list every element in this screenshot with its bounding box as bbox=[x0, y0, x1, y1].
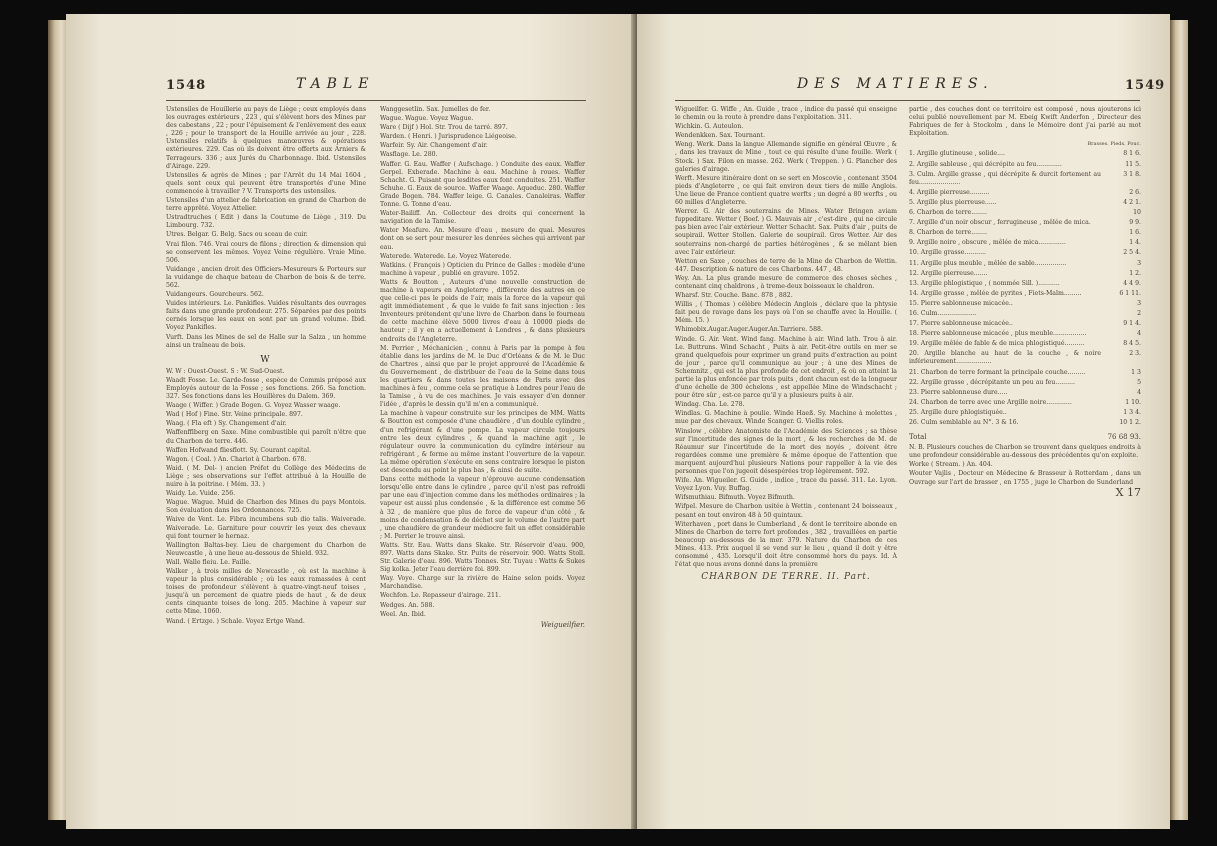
total-value: 76 68 93. bbox=[1107, 433, 1141, 442]
strata-values: 11 5. bbox=[1125, 160, 1141, 168]
strata-name: 15. Pierre sablonneuse micacée.. bbox=[909, 299, 1013, 307]
strata-name: 3. Culm. Argille grasse , qui décrépite & durcit fortement au feu..................... bbox=[909, 170, 1101, 186]
right-page bbox=[637, 14, 1170, 829]
strata-row bbox=[909, 270, 1141, 278]
strata-row bbox=[909, 340, 1141, 348]
index-entry: Walker , à trois milles de Newcastle , où est la machine à vapeur la plus considérable ; où les eaux ramassées à cent toises de profondeur s'élèvent à quatre-vingt-neuf toises , jusqu'à un percement de quatre pieds de haut , & de deux cents cinquante toises de long. 205. Machine à vapeur sur cette Mine. 1060. bbox=[166, 567, 366, 616]
strata-name: 26. Culm semblable au N°. 3 & 16. bbox=[909, 419, 1019, 426]
index-entry: Wasflage. Le. 280. bbox=[380, 151, 438, 159]
strata-total bbox=[909, 433, 1141, 441]
strata-name: 16. Culm.................... bbox=[909, 309, 977, 317]
index-entry: Vrai filon. 746. Vrai cours de filons ; direction & dimension qui se conservent les mêmes. Voyez Veine régulière. Vraie Mine. 506. bbox=[166, 240, 366, 264]
strata-name: 9. Argille noire , obscure , mêlée de mica.............. bbox=[909, 239, 1066, 247]
strata-values: 1 4. bbox=[1129, 239, 1141, 247]
right-column-2 bbox=[909, 106, 1141, 497]
strata-row bbox=[909, 379, 1141, 387]
index-entry: N. B. Plusieurs couches de Charbon se trouvent dans quelques endroits à une profondeur considérable au-dessous des précédentes qu'on exploite. bbox=[909, 444, 1141, 460]
strata-values: 3 1 8. bbox=[1123, 170, 1141, 178]
index-entry: Wendenkken. Sax. Tournant. bbox=[675, 132, 765, 140]
strata-values: 1 6. bbox=[1129, 229, 1141, 237]
index-entry: Wichkin. G. Auteulon. bbox=[675, 123, 744, 131]
strata-row bbox=[909, 369, 1141, 377]
strata-values: 9 1 4. bbox=[1123, 320, 1141, 328]
right-column-1 bbox=[675, 106, 897, 581]
index-entry: Wallington Baltas-bey. Lieu de chargement du Charbon de Neuwcastle , à une lieue au-dessous de Shield. 932. bbox=[166, 541, 366, 557]
index-entry: Wharsf. Str. Couche. Banc. 878 , 882. bbox=[675, 292, 793, 300]
index-entry: Wifsmuthiau. Bifmuth. Voyez Bifmuth. bbox=[675, 494, 795, 502]
index-entry: Wouter Vajlis , Docteur en Médecine & Brasseur à Rotterdam , dans un Ouvrage sur l'art de brasser , en 1755 , juge le Charbon de Sunderland bbox=[909, 470, 1141, 486]
strata-row bbox=[909, 171, 1141, 187]
index-entry: La machine à vapeur construite sur les principes de MM. Watts & Boutton est composée d'une chaudière , d'un double cylindre , d'un refrigérant & d'une pompe. La vapeur circule toujours entre les deux cylindres , & quand la machine agit , le régulateur ouvre la communication du cylindre intérieur au refrigérant , & ferme au même instant l'ouverture de la vapeur. La même opération s'exécute en sens contraire lorsque le piston est descendu au point le plus bas , & ainsi de suite. bbox=[380, 410, 585, 475]
strata-name: 20. Argille blanche au haut de la couche , & noire inférieurement.................. bbox=[909, 350, 1101, 366]
index-entry: Watts & Boutton , Auteurs d'une nouvelle construction de machine à vapeurs en Angleterre , différente des autres en ce que celle-ci pas le poids de l'air, mais la force de la vapeur qui agit immédiatement , & que le vuide fe fait sans injection : les Inventeurs prétendent qu'une livre de Charbon dans le fourneau de cette machine élève 5000 livres d'eau à 10000 pieds de hauteur ; il y en a actuellement à Londres , & dans plusieurs endroits de l'Angleterre. bbox=[380, 278, 585, 343]
index-entry: Waage ( Wiffer. ) Grade Bogen. G. Voyez Wasser waage. bbox=[166, 402, 341, 410]
strata-row bbox=[909, 229, 1141, 237]
index-entry: Wifpel. Mesure de Charbon usitée à Wettin , contenant 24 boisseaux , pesant en tout environ 48 à 50 quintaux. bbox=[675, 503, 897, 519]
strata-values: 3 bbox=[1137, 259, 1141, 267]
strata-values: 1 2. bbox=[1129, 269, 1141, 277]
index-entry: Warfeir. Sy. Air. Changement d'air. bbox=[380, 142, 488, 150]
letter-heading: W bbox=[260, 354, 272, 365]
index-entry: Windlas. G. Machine à poulie. Winde Haeß. Sy. Machine à molettes , mue par des chevaux. Winde Scanger. G. Viellis roles. bbox=[675, 410, 897, 426]
strata-values: 1 10. bbox=[1125, 398, 1141, 406]
index-entry: Wand. ( Ertzge. ) Schale. Voyez Ertge Wand. bbox=[166, 617, 305, 625]
index-entry: W. W : Ouest-Ouest. S : W. Sud-Ouest. bbox=[166, 367, 285, 375]
strata-table-header: Brasses. Pieds. Pouc. bbox=[1087, 141, 1141, 148]
index-entry: Waag. ( Fla eft ) Sy. Changement d'air. bbox=[166, 420, 287, 428]
index-entry: Waadt Fosse. Le. Garde-fosse , espèce de Commis préposé aux Employés autour de la Fosse ; ses fonctions. 266. Sa fonction. 327. Ses fonctions dans les Houillères du Dalem. 369. bbox=[166, 376, 366, 401]
index-entry: Wagon. ( Coal. ) An. Chariot à Charbon. 678. bbox=[166, 455, 307, 463]
page-number-left: 1548 bbox=[166, 78, 207, 93]
index-entry: Water-Bailiff. An. Collecteur des droits qui concernent la navigation de la Tamise. bbox=[380, 210, 585, 226]
catchword-left: Weigueilfier. bbox=[540, 620, 585, 629]
strata-values: 2 5 4. bbox=[1123, 249, 1141, 257]
index-entry: Waffenfflberg en Saxe. Mine combustible qui paroît n'être que du Charbon de terre. 446. bbox=[166, 429, 366, 445]
index-entry: Waid. ( M. Del- ) ancien Préfet du Collège des Médecins de Liège ; ses observations sur l'effet attribué à la Houille de nuire à la poitrine. ( Mém. 33. ) bbox=[166, 464, 366, 489]
index-entry: Ustensiles d'un attelier de fabrication en grand de Charbon de terre apprêté. Voyez Attelier. bbox=[166, 197, 366, 213]
strata-row bbox=[909, 320, 1141, 328]
strata-row bbox=[909, 219, 1141, 227]
header-rule-right bbox=[675, 100, 1140, 101]
strata-row bbox=[909, 310, 1141, 318]
index-entry: Ware ( Dijf ) Hol. Str. Trou de tarré. 897. bbox=[380, 124, 508, 132]
index-entry: Witerhaven , port dans le Cumberland , & dont le territoire abonde en Mines de Charbon de terre fort profondes , 382 , travaillées en partie beaucoup au-dessous de la mer. 379. Nature du Charbon de ces Mines. 413. Prix auquel il se vend sur le lieu , quand il doit y être consommé , 435. Lorsqu'il doit être consommé hors du pays. Id. À l'état que nous avons donné dans la première bbox=[675, 520, 897, 569]
index-entry: M. Perrier , Méchanicien , connu à Paris par la pompe à feu établie dans les jardins de M. le Duc d'Orléans & de M. le Duc de Chartres , ainsi que par le projet approuvé de l'Académie & du Gouvernement , de distribuer de l'eau de la Seine dans tous les quartiers & dans toutes les maisons de Paris avec des machines à feu , comme cela se pratique à Londres pour l'eau de la Tamise , à vu de ces machines. Je vais essayer d'en donner l'idée , d'après le dessin qu'il m'en a communiqué. bbox=[380, 344, 585, 409]
index-entry: Wad ( Hof ) Fine. Str. Veine principale. 897. bbox=[166, 411, 303, 419]
strata-row bbox=[909, 300, 1141, 308]
strata-name: 17. Pierre sablonneuse micacée.. bbox=[909, 320, 1013, 328]
index-entry: Wanggesetlin. Sax. Jumelles de fer. bbox=[380, 106, 491, 113]
index-entry: Waffer. G. Eau. Waffer ( Aufschage. ) Conduite des eaux. Waffer Gerpel. Exberade. Machine à eau. Machine à roues. Waffer Schacht. G. Puisant que lesdites eaux font conduites. 251. Waffer Schuhe. G. Eaux de source. Waffer Waage. Aqueduc. 280. Waffer Grade Bogen. 784. Waffer leige. G. Canales. Canaleiras. Waffer Tonne. G. Tonne d'eau. bbox=[380, 160, 585, 209]
strata-name: 6. Charbon de terre........ bbox=[909, 209, 987, 217]
strata-values: 4 4 9. bbox=[1123, 279, 1141, 287]
strata-name: 7. Argille d'un noir obscur , ferrugineuse , mêlée de mica. bbox=[909, 219, 1091, 227]
strata-values: 8 4 5. bbox=[1123, 340, 1141, 348]
strata-name: 25. Argille dure phlogistiquée.. bbox=[909, 408, 1007, 416]
index-entry: Utres. Belgar. G. Belg. Sacs ou sceau de cuir. bbox=[166, 231, 308, 239]
strata-row bbox=[909, 330, 1141, 338]
running-head-left: TABLE bbox=[296, 76, 375, 92]
strata-row bbox=[909, 161, 1141, 169]
left-page bbox=[66, 14, 637, 829]
strata-row bbox=[909, 189, 1141, 197]
strata-name: 2. Argille sableuse , qui décrépite au feu............. bbox=[909, 160, 1062, 168]
strata-row bbox=[909, 249, 1141, 257]
index-entry: Watkins. ( François ) Opticien du Prince de Galles : modèle d'une machine à vapeur , publié en gravure. 1052. bbox=[380, 261, 585, 277]
index-entry: Wife. An. Wigueiler. G. Guide , indice , trace du passé. 311. Le. Lyon. Voyez Lyon. Vuy. Buffag. bbox=[675, 477, 897, 493]
index-entry: Waffen Hofwand fliesflott. Sy. Courant capital. bbox=[166, 446, 312, 454]
index-entry: Ustensiles & agrès de Mines ; par l'Arrêt du 14 Mai 1604 , quels sont ceux qui peuvent être transportés d'une Mine commencée à travailler ? V. Transports des ustensiles. bbox=[166, 171, 366, 195]
strata-name: 23. Pierre sablonneuse dure..... bbox=[909, 388, 1008, 396]
strata-name: 5. Argille plus pierreuse...... bbox=[909, 198, 997, 206]
strata-values: 2 bbox=[1137, 309, 1141, 317]
index-entry: Warden. ( Henri. ) Jurisprudence Liégeoise. bbox=[380, 133, 517, 141]
strata-row bbox=[909, 290, 1141, 298]
index-entry: Willis , ( Thomas ) célèbre Médecin Anglois , déclare que la phtysie fait peu de ravage dans les pays où l'on se chauffe avec la Houille. ( Mém. 15. ) bbox=[675, 301, 897, 325]
index-entry: Vuides intérieurs. Le. Pankifles. Vuides résultants des ouvrages faits dans une grande profondeur. 275. Séparées par des points cernés lorsque les eaux en sont par un grand volume. Ibid. Voyez Pankifles. bbox=[166, 300, 366, 332]
index-entry: Whimobix.Augar.Auger.Auger.An.Tarriere. 588. bbox=[675, 326, 823, 334]
strata-row bbox=[909, 199, 1141, 207]
strata-values: 6 1 11. bbox=[1119, 289, 1141, 297]
strata-row bbox=[909, 350, 1141, 366]
strata-values: 10 1 2. bbox=[1119, 419, 1141, 426]
strata-values: 2 6. bbox=[1129, 188, 1141, 196]
strata-name: 8. Charbon de terre........ bbox=[909, 229, 987, 237]
index-entry: Wetton en Saxe , couches de terre de la Mine de Charbon de Wettin. 447. Description & nature de ces Charbons. 447 , 48. bbox=[675, 257, 897, 273]
index-entry: Werft. Mesure itinéraire dont on se sert en Moscovie , contenant 3504 pieds d'Angleterre , ce qui fait environ deux tiers de mille Anglois. Une lieue de France contient quatre werfts ; un degré a 80 werfts , ou 60 milles d'Angleterre. bbox=[675, 174, 897, 207]
index-entry: Vurft. Dans les Mines de sel de Halle sur la Salza , un homme ainsi un traîneau de bois. bbox=[166, 333, 366, 349]
page-number-right: 1549 bbox=[1125, 78, 1166, 93]
running-head-right: DES MATIERES. bbox=[797, 76, 994, 92]
gathering-signature: X 17 bbox=[1115, 485, 1141, 499]
strata-name: 10. Argille grasse........... bbox=[909, 249, 987, 257]
index-entry: Wague. Wague. Muid de Charbon des Mines du pays Montois. Son évaluation dans les Ordonnances. 725. bbox=[166, 499, 366, 515]
strata-values: 4 bbox=[1137, 330, 1141, 338]
index-entry: Ustradtruches ( Edit ) dans la Coutume de Liège , 319. Du Limbourg. 732. bbox=[166, 214, 366, 230]
strata-name: 21. Charbon de terre formant la principale couche......... bbox=[909, 368, 1086, 376]
strata-row bbox=[909, 389, 1141, 397]
strata-row bbox=[909, 150, 1141, 158]
strata-values: 3 bbox=[1137, 299, 1141, 307]
strata-intro: partie , des couches dont ce territoire est composé , nous ajouterons ici celui publié nouvellement par M. Ebeig Kwift Anderfon , Directeur des Fabriques de fer à Stockolm , dans le Mémoire dont j'ai parlé au mot Exploitation. bbox=[909, 106, 1141, 138]
strata-values: 8 1 6. bbox=[1123, 150, 1141, 158]
index-entry: Wigueilfer. G. Wiffe , An. Guide , trace , indice du passé qui enseigne le chemin ou la route à prendre dans l'exploitation. 311. bbox=[675, 106, 897, 122]
right-page-edges bbox=[1170, 20, 1188, 820]
index-entry: Werrer. G. Air des souterrains de Mines. Water Bringen aviam fuppeditare. Wetter ( Boef. ) G. Mauvais air , c'est-dire , qui ne circule pas bien avec l'air extérieur. Wetter Schacht. Sax. Puits d'air , puits de soupirail. Wetter Stollen. Galerie de soupirail. Gros Wetter. Air des souterrains non-chargé de parties hétérogènes , & se mêlant bien avec l'air extérieur. bbox=[675, 208, 897, 256]
strata-values: 5 bbox=[1137, 378, 1141, 386]
index-entry: Windag. Cha. Le. 278. bbox=[675, 401, 745, 409]
strata-row bbox=[909, 209, 1141, 217]
index-entry: Waterede. Waterede. Le. Voyez Waterede. bbox=[380, 252, 512, 260]
index-entry: Waive de Vent. Le. Fibra incumbens sub dio talis. Waiverade. Waiverade. Le. Garniture pour couvrir les yeux des chevaux qui font tourner le hernaz. bbox=[166, 516, 366, 540]
strata-name: 4. Argille pierreuse.......... bbox=[909, 188, 990, 196]
strata-name: 24. Charbon de terre avec une Argille noire............. bbox=[909, 398, 1072, 406]
index-entry: Way. Voye. Charge sur la rivière de Haine selon poids. Voyez Marchandise. bbox=[380, 575, 585, 591]
strata-values: 4 bbox=[1137, 388, 1141, 396]
index-entry: Worke ( Stream. ) An. 404. bbox=[909, 461, 993, 469]
strata-name: 12. Argille pierreuse....... bbox=[909, 269, 988, 277]
index-entry: Weng. Werk. Dans la langue Allemande signifie en général Œuvre , & , dans les travaux de Mine , tout ce qui résulte d'une fouille. Werk ( Stock. ) Sax. Filon en masse. 262. Werk ( Treppen. ) G. Plancher des galeries d'airage. bbox=[675, 141, 897, 173]
index-entry: Dans cette méthode la vapeur n'éprouve aucune condensation lorsqu'elle entre dans le cylindre , parce qu'il n'est pas refroidi par une eau d'injection comme dans les méthodes ordinaires ; la vapeur est aussi plus condensée , & la différence est comme 56 à 32 , de manière que plus de force de vapeur d'un côté , & moins de condensation & de déchet sur le volume de l'autre part , une chaudière de grandeur médiocre fait un effet considérable ; M. Perrier le trouve ainsi. bbox=[380, 476, 585, 540]
index-entry: Ustensiles de Houillerie au pays de Liège ; ceux employés dans les ouvrages extérieurs , 223 , qui s'élèvent hors des Mines par des cabestans , 22 ; pour l'épuisement & l'enlèvement des eaux , 226 ; pour le transport de la Houille arrivée au jour , 228. Ustensiles relatifs à quelques manœuvres & opérations extérieures. 229. Cas où ils doivent être offerts aux Arniers & Terrageurs. 336 ; aux Jurés du Charbonnage. Ibid. Ustensiles d'Airage. 229. bbox=[166, 106, 366, 170]
strata-name: 1. Argille glutineuse , solide.... bbox=[909, 150, 1005, 158]
left-column-1 bbox=[166, 106, 366, 627]
index-entry: Watts. Str. Eau. Watts dans Skake. Str. Réservoir d'eau. 900, 897. Watts dans Skake. Str. Puits de réservoir. 900. Watts Stoll. Str. Galerie d'eau. 896. Watts Tonnes. Str. Tuyau : Watts & Sukes Sig kolka. Jeter l'eau derrière foi. 899. bbox=[380, 541, 585, 574]
strata-row bbox=[909, 399, 1141, 407]
header-rule-left bbox=[166, 100, 586, 101]
strata-values: 1 3 4. bbox=[1123, 408, 1141, 416]
left-column-2 bbox=[380, 106, 585, 629]
open-book bbox=[48, 14, 1188, 829]
strata-row bbox=[909, 239, 1141, 247]
strata-row bbox=[909, 409, 1141, 417]
strata-table bbox=[909, 150, 1141, 427]
index-entry: Vuidangeurs. Gourcheurs. 562. bbox=[166, 291, 264, 299]
index-entry: Winde. G. Air. Vent. Wind fang. Machine à air. Wind lath. Trou à air. Le. Buttruns. Wind Schacht , Puits à air. Petit-être outils en mer se grand quelquefois pour exprimer un grand puits d'extraction au point de jour , parce qu'il communique au jour ; à une des Mines de Schemnitz , qui est la plus profonde de cet endroit , & où on atteint la partie la plus enfoncée par trois puits , dont chacun est de la longueur d'une échelle de 300 échelons , est appellée Mine de Windschacht ; pour être sûr , est-ce parce qu'il y a plusieurs puits à air. bbox=[675, 335, 897, 400]
strata-name: 18. Pierre sablonneuse micacée , plus meuble................. bbox=[909, 330, 1087, 338]
strata-name: 14. Argille grasse , mêlée de pyrites , Fiets-Malm......... bbox=[909, 289, 1082, 297]
strata-name: 13. Argille phlogistique , ( nommée Sill. )........... bbox=[909, 279, 1060, 287]
strata-row bbox=[909, 260, 1141, 268]
strata-name: 19. Argille mêlée de fable & de mica phlogistiqué.......... bbox=[909, 340, 1085, 348]
index-entry: Winslow , célèbre Anatomiste de l'Académie des Sciences ; sa thèse sur l'incertitude des signes de la mort , & les recherches de M. de Réaumur sur l'incertitude de la mort des noyés , doivent être regardées comme une première & même époque de l'attention que marquent aujourd'hui plusieurs Nations pour rappeller à la vie des personnes que l'on jugeoit désespérées trop légèrement. 592. bbox=[675, 427, 897, 476]
strata-values: 2 3. bbox=[1129, 350, 1141, 358]
signature-line: CHARBON DE TERRE. II. Part. bbox=[701, 572, 871, 583]
strata-values: 1 3 bbox=[1131, 368, 1141, 376]
strata-row bbox=[909, 419, 1141, 427]
strata-row bbox=[909, 280, 1141, 288]
strata-name: 22. Argille grasse , décrépitante un peu au feu.......... bbox=[909, 378, 1075, 386]
index-entry: Weel. An. Ibid. bbox=[380, 610, 426, 618]
total-label: Total bbox=[909, 433, 927, 442]
index-entry: Wey. An. La plus grande mesure de commerce des choses sèches , contenant cinq chaldrons , à treme-deux boisseaux le chaldron. bbox=[675, 274, 897, 290]
index-entry: Vuidange , ancien droit des Officiers-Mesureurs & Porteurs sur la vuidange de chaque bateau de Charbon de bois & de terre. 562. bbox=[166, 265, 366, 289]
strata-values: 9 9. bbox=[1129, 219, 1141, 227]
index-entry: Wague. Wague. Voyez Wague. bbox=[380, 115, 474, 123]
strata-values: 4 2 1. bbox=[1123, 198, 1141, 206]
index-entry: Water Meafure. An. Mesure d'eau , mesure de quai. Mesures dont on se sert pour mesurer les denrées sèches qui arrivent par eau. bbox=[380, 227, 585, 251]
index-entry: Waidy. Le. Vuide. 256. bbox=[166, 490, 236, 498]
index-entry: Wall. Walle fleiu. Le. Faille. bbox=[166, 558, 252, 566]
index-entry: Wedges. An. 588. bbox=[380, 601, 435, 609]
strata-values: 10 bbox=[1133, 209, 1141, 217]
strata-name: 11. Argille plus meuble , mêlée de sable................ bbox=[909, 259, 1067, 267]
index-entry: Wechfon. Le. Repasseur d'airage. 211. bbox=[380, 592, 501, 600]
